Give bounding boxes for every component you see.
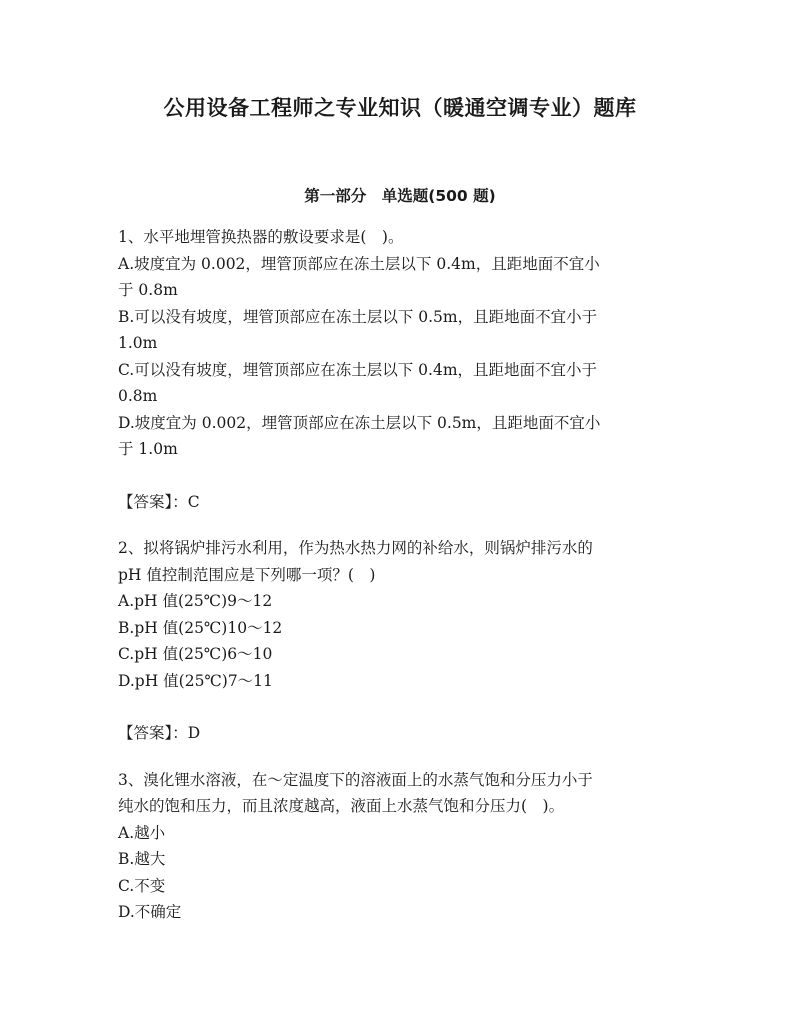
option-a: A.越小 bbox=[118, 823, 166, 842]
question-3 bbox=[118, 767, 684, 926]
option-c: C.可以没有坡度，埋管顶部应在冻土层以下 0.4m，且距地面不宜小于 bbox=[118, 360, 598, 379]
option-c: C.不变 bbox=[118, 876, 166, 895]
question-2 bbox=[118, 535, 684, 747]
option-c: C.pH 值(25℃)6～10 bbox=[118, 645, 273, 663]
option-b: B.越大 bbox=[118, 850, 166, 868]
option-b-continued: 1.0m bbox=[118, 334, 158, 352]
option-a: A.pH 值(25℃)9～12 bbox=[118, 592, 273, 610]
option-a-continued: 于 0.8m bbox=[118, 281, 178, 299]
question-stem: 2、拟将锅炉排污水利用，作为热水热力网的补给水，则锅炉排污水的 bbox=[118, 539, 593, 557]
question-1 bbox=[118, 224, 684, 515]
question-stem: 3、溴化锂水溶液，在～定温度下的溶液面上的水蒸气饱和分压力小于 bbox=[118, 770, 593, 789]
option-c-continued: 0.8m bbox=[118, 387, 158, 405]
section-title: 第一部分 单选题(500 题) bbox=[304, 187, 496, 205]
document-title: 公用设备工程师之专业知识（暖通空调专业）题库 bbox=[163, 96, 637, 120]
option-b: B.pH 值(25℃)10～12 bbox=[118, 618, 283, 637]
option-d: D.坡度宜为 0.002，埋管顶部应在冻土层以下 0.5m，且距地面不宜小 bbox=[118, 413, 601, 432]
answer-line: 【答案】：D bbox=[118, 724, 201, 742]
option-d: D.pH 值(25℃)7～11 bbox=[118, 671, 273, 690]
question-stem: 1、水平地埋管换热器的敷设要求是( )。 bbox=[118, 228, 404, 246]
option-b: B.可以没有坡度，埋管顶部应在冻土层以下 0.5m，且距地面不宜小于 bbox=[118, 307, 598, 326]
option-d-continued: 于 1.0m bbox=[118, 440, 178, 458]
question-stem-continued: pH 值控制范围应是下列哪一项？( ) bbox=[118, 565, 376, 584]
option-a: A.坡度宜为 0.002，埋管顶部应在冻土层以下 0.4m，且距地面不宜小 bbox=[118, 254, 600, 273]
question-stem-continued: 纯水的饱和压力，而且浓度越高，液面上水蒸气饱和分压力( )。 bbox=[118, 797, 565, 815]
option-d: D.不确定 bbox=[118, 903, 182, 921]
answer-line: 【答案】：C bbox=[118, 492, 200, 511]
question-list bbox=[118, 224, 684, 926]
